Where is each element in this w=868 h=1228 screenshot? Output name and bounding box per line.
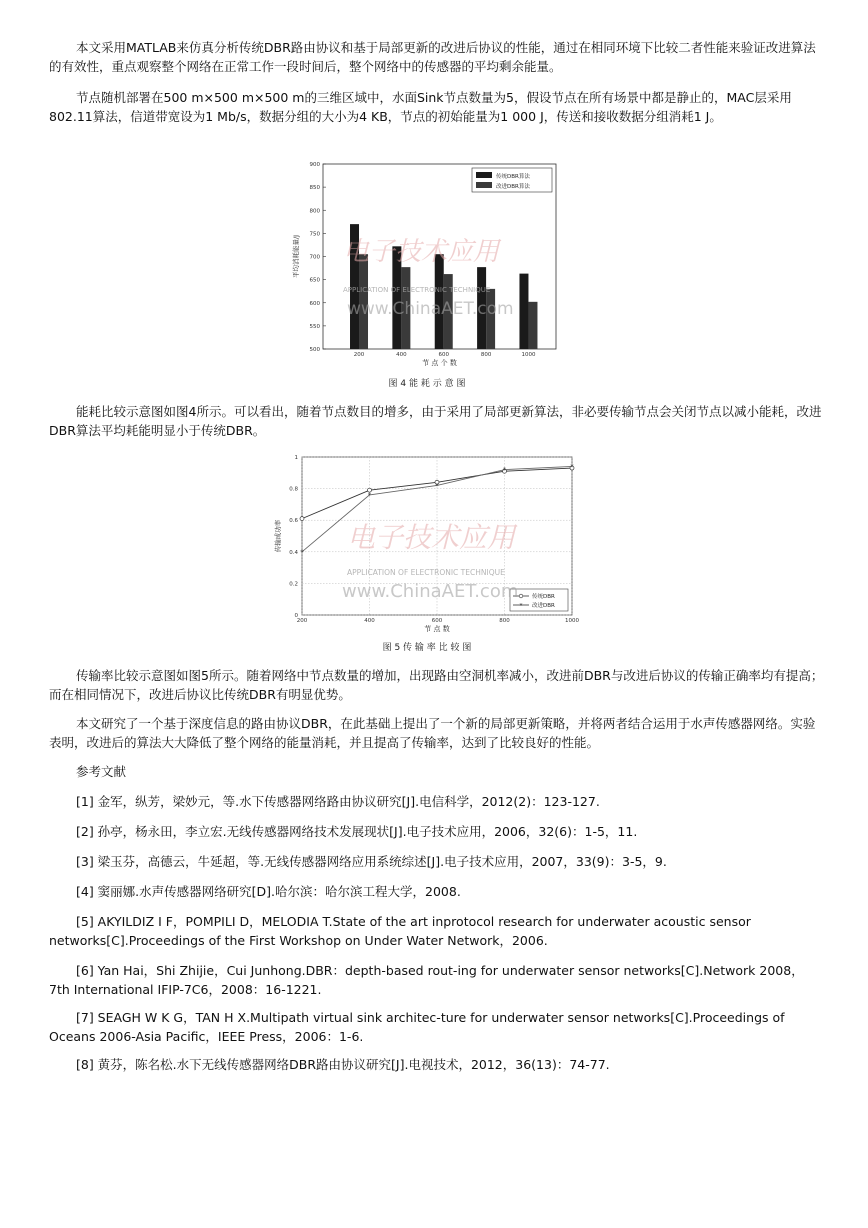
energy-bar-chart: [288, 156, 566, 366]
reference-item: [8] 黄芬，陈名松.水下无线传感器网络DBR路由协议研究[J].电视技术，2012，36(13)：74-77.: [76, 1057, 610, 1072]
legend-swatch: [476, 172, 492, 178]
watermark-url: www.ChinaAET.com: [342, 581, 519, 602]
y-tick-label: 0.6: [289, 518, 298, 525]
y-tick-label: 0: [294, 613, 298, 619]
y-tick-label: 650: [309, 277, 320, 284]
legend-marker: *: [519, 602, 523, 610]
watermark-url: www.ChinaAET.com: [347, 299, 514, 319]
y-tick-label: 850: [309, 185, 320, 192]
x-axis-label: 节 点 数: [424, 625, 450, 633]
data-point-traditional: [300, 517, 304, 521]
y-tick-label: 600: [309, 300, 320, 307]
x-tick-label: 600: [431, 618, 443, 624]
figure-5: [272, 452, 582, 637]
x-tick-label: 400: [364, 618, 375, 624]
data-point-improved: *: [570, 462, 574, 471]
x-tick-label: 1000: [565, 618, 579, 624]
y-tick-label: 750: [309, 231, 320, 238]
y-tick-label: 800: [309, 208, 320, 215]
paragraph-fig5-discussion: 传输率比较示意图如图5所示。随着网络中节点数量的增加，出现路由空洞机率减小，改进前DBR与改进后协议的传输正确率均有提高；而在相同情况下，改进后协议比传统DBR有明显优势。: [49, 668, 824, 702]
data-point-improved: *: [435, 481, 439, 490]
legend-label: 改进DBR: [532, 603, 555, 609]
x-tick-label: 200: [296, 618, 308, 624]
bar-traditional: [519, 274, 528, 349]
x-tick-label: 800: [499, 618, 510, 624]
reference-item: [1] 金军，纵芳，梁妙元，等.水下传感器网络路由协议研究[J].电信科学，2012(2)：123-127.: [76, 794, 600, 809]
figure-5-caption: 图 5 传 输 率 比 较 图: [382, 643, 472, 653]
x-tick-label: 200: [353, 352, 365, 358]
data-point-improved: *: [502, 466, 507, 475]
watermark-cn: 电子技术应用: [347, 521, 516, 554]
bar-improved: [528, 302, 537, 349]
watermark-cn: 电子技术应用: [343, 237, 500, 267]
reference-item: [6] Yan Hai，Shi Zhijie，Cui Junhong.DBR：depth-based rout-ing for underwater sensor networks[C].Network 2008，7th International IFIP-7C6，2008：16-1221.: [49, 963, 804, 997]
x-tick-label: 800: [480, 352, 492, 358]
y-tick-label: 500: [309, 347, 320, 353]
legend-label: 传统DBR算法: [496, 174, 530, 180]
watermark-en: APPLICATION OF ELECTRONIC TECHNIQUE: [347, 568, 505, 577]
legend-marker: [519, 594, 523, 598]
paragraph-fig4-discussion: 能耗比较示意图如图4所示。可以看出，随着节点数目的增多，由于采用了局部更新算法，非必要传输节点会关闭节点以减小能耗，改进DBR算法平均耗能明显小于传统DBR。: [49, 404, 822, 438]
paragraph-intro: 本文采用MATLAB来仿真分析传统DBR路由协议和基于局部更新的改进后协议的性能，通过在相同环境下比较二者性能来验证改进算法的有效性，重点观察整个网络在正常工作一段时间后，整个网络中的传感器的平均剩余能量。: [49, 40, 816, 74]
reference-item: [3] 梁玉芬，高德云，牛延超，等.无线传感器网络应用系统综述[J].电子技术应用，2007，33(9)：3-5，9.: [76, 854, 667, 869]
reference-item: [4] 窦丽娜.水声传感器网络研究[D].哈尔滨：哈尔滨工程大学，2008.: [76, 884, 461, 899]
x-tick-label: 400: [396, 352, 407, 358]
reference-item: [5] AKYILDIZ I F，POMPILI D，MELODIA T.State of the art inprotocol research for underwater acoustic sensor networks[C].Proceedings of the First Workshop on Under Water Network，2006.: [49, 914, 751, 948]
y-tick-label: 550: [309, 323, 320, 330]
legend-label: 改进DBR算法: [496, 184, 530, 190]
x-tick-label: 600: [438, 352, 449, 358]
legend-swatch: [476, 182, 492, 188]
y-tick-label: 900: [309, 162, 320, 168]
reference-item: [7] SEAGH W K G，TAN H X.Multipath virtual sink architec-ture for underwater sensor networks[C].Proceedings of Oceans 2006-Asia Pacific，IEEE Press，2006：1-6.: [49, 1010, 785, 1044]
y-tick-label: 0.4: [289, 549, 298, 556]
data-point-improved: *: [367, 491, 372, 500]
figure-4-caption: 图 4 能 耗 示 意 图: [388, 379, 466, 389]
y-tick-label: 0.8: [289, 486, 298, 493]
paragraph-setup: 节点随机部署在500 m×500 m×500 m的三维区域中，水面Sink节点数量为5，假设节点在所有场景中都是静止的，MAC层采用802.11算法，信道带宽设为1 Mb/s，数据分组的大小为4 KB，节点的初始能量为1 000 J，传送和接收数据分组消耗1 J。: [49, 90, 792, 124]
reference-item: [2] 孙亭，杨永田，李立宏.无线传感器网络技术发展现状[J].电子技术应用，2006，32(6)：1-5，11.: [76, 824, 638, 839]
references-heading: 参考文献: [76, 764, 127, 779]
y-tick-label: 1: [294, 455, 298, 461]
y-axis-label: 平均消耗能量/J: [292, 234, 300, 279]
watermark-en: APPLICATION OF ELECTRONIC TECHNIQUE: [343, 286, 491, 294]
y-tick-label: 700: [309, 254, 320, 261]
figure-4: [288, 156, 566, 366]
x-tick-label: 1000: [521, 352, 536, 358]
paragraph-conclusion: 本文研究了一个基于深度信息的路由协议DBR，在此基础上提出了一个新的局部更新策略，并将两者结合运用于水声传感器网络。实验表明，改进后的算法大大降低了整个网络的能量消耗，并且提高了传输率，达到了比较良好的性能。: [49, 716, 816, 750]
legend-label: 传统DBR: [532, 594, 555, 600]
y-tick-label: 0.2: [289, 581, 298, 588]
transmission-line-chart: [272, 452, 582, 637]
data-point-improved: *: [300, 548, 304, 557]
y-axis-label: 传输成功率: [274, 519, 282, 553]
x-axis-label: 节 点 个 数: [422, 359, 457, 366]
